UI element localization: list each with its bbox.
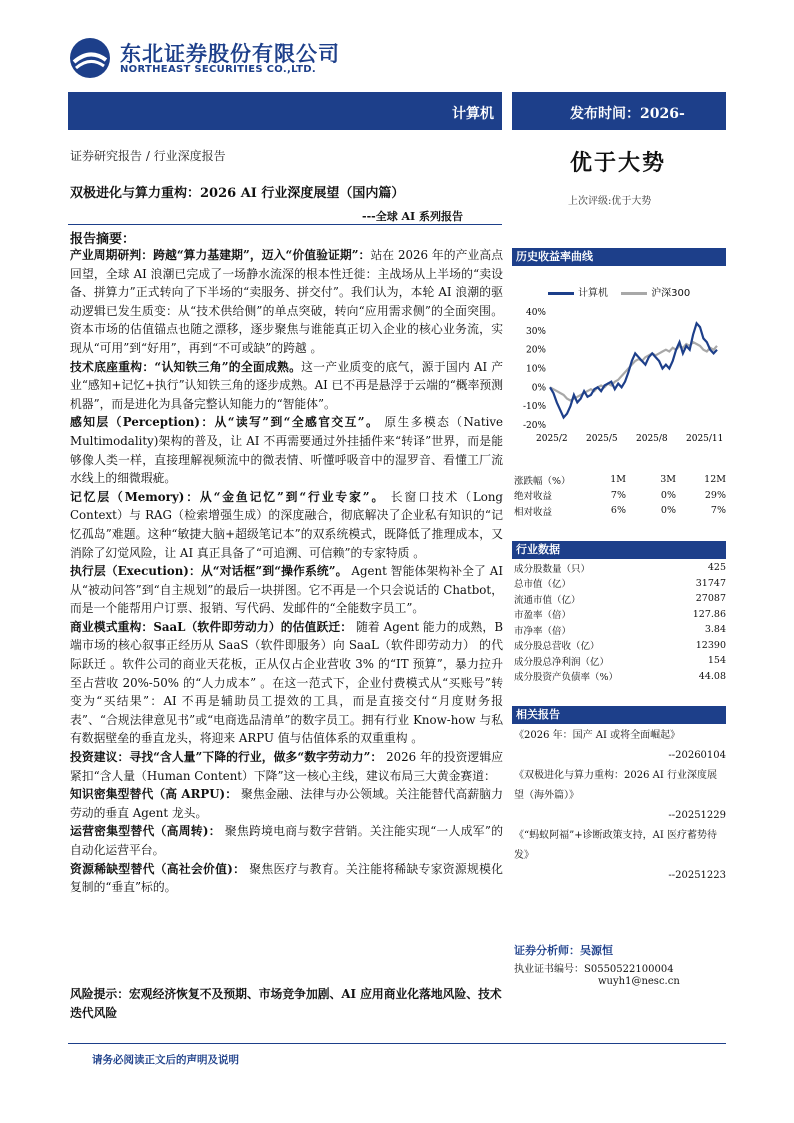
summary-paragraph	[70, 246, 503, 358]
report-title: 双极进化与算力重构：2026 AI 行业深度展望（国内篇）	[70, 186, 405, 201]
perf-cell: 绝对收益	[514, 491, 553, 503]
market-value: 3.84	[704, 624, 726, 636]
series-label: ---全球 AI 系列报告	[362, 210, 464, 223]
y-tick-label: 10%	[525, 364, 546, 375]
returns-chart	[512, 300, 726, 450]
related-report-title[interactable]: 《2026 年：国产 AI 或将全面崛起》	[514, 730, 681, 741]
summary-paragraph	[70, 358, 503, 414]
footer-disclaimer: 请务必阅读正文后的声明及说明	[92, 1054, 239, 1066]
company-name-cn: 东北证券股份有限公司	[120, 42, 340, 66]
publish-band	[512, 92, 726, 130]
y-tick-label: 30%	[525, 326, 546, 337]
paragraph-text: 2026 年的投资逻辑应紧扣“含人量（Human Content）下降”这一核心主线，建议布局三大黄金赛道：	[70, 750, 503, 783]
summary-paragraph	[70, 822, 503, 859]
related-reports	[514, 726, 726, 886]
y-tick-label: 20%	[525, 345, 546, 356]
summary-paragraph	[70, 860, 503, 897]
market-row	[514, 622, 726, 638]
x-tick-label: 2025/5	[586, 434, 618, 444]
market-label: 成分股总营收（亿）	[514, 641, 600, 653]
summary-body	[70, 246, 503, 981]
y-tick-label: 0%	[531, 383, 546, 394]
paragraph-text: 长窗口技术（Long Context）与 RAG（检索增强生成）的深度融合，彻底解决了企业私有知识的“记忆孤岛”难题。这种“敏捷大脑+超级笔记本”的双系统模式，既降低了推理成本，又消除了幻觉风险，让 AI 真正具备了“可追溯、可信赖”的专家特质 。	[70, 489, 503, 560]
x-tick-label: 2025/11	[686, 434, 724, 444]
title-divider	[68, 224, 502, 225]
legend-swatch-hs300	[621, 292, 647, 295]
footer-divider	[68, 1043, 726, 1044]
market-row	[514, 576, 726, 592]
chart-section-heading: 历史收益率曲线	[512, 248, 726, 266]
related-section-heading: 相关报告	[512, 706, 726, 724]
y-tick-label: 40%	[525, 308, 546, 318]
paragraph-heading: 资源稀缺型替代（高社会价值)：	[70, 861, 246, 876]
perf-header-row	[514, 472, 726, 488]
company-name-en: NORTHEAST SECURITIES CO.,LTD.	[120, 64, 316, 75]
y-tick-label: -10%	[522, 402, 546, 413]
perf-cell: 6%	[610, 505, 626, 517]
series-line-computer	[550, 323, 717, 417]
paragraph-heading: 商业模式重构：SaaL（软件即劳动力）的估值跃迁：	[70, 619, 353, 634]
summary-paragraph	[70, 785, 503, 822]
market-row	[514, 653, 726, 669]
paragraph-text: 原生多模态（Native Multimodality)架构的普及，让 AI 不再需要通过外挂插件来“转译”世界，而是能够像人类一样，直接理解视频流中的微表情、听懂呼吸音中的湿罗音、看懂工厂流水线上的细微瑕疵。	[70, 415, 503, 486]
legend-swatch-computer	[548, 292, 574, 295]
market-value: 31747	[695, 577, 726, 589]
risk-warning: 风险提示：宏观经济恢复不及预期、市场竞争加剧、AI 应用商业化落地风险、技术迭代风险	[70, 987, 502, 1020]
breadcrumb: 证券研究报告 / 行业深度报告	[70, 149, 226, 163]
perf-cell: 涨跌幅（%）	[514, 475, 571, 487]
market-row	[514, 607, 726, 623]
related-report-date: --20260104	[668, 750, 726, 761]
paragraph-text: 聚焦医疗与教育。关注能将稀缺专家资源规模化复制的“垂直”标的。	[70, 861, 503, 895]
sector-label: 计算机	[452, 106, 494, 122]
related-report-title[interactable]: 《双极进化与算力重构：2026 AI 行业深度展望（海外篇）》	[514, 770, 717, 801]
market-value: 27087	[695, 593, 726, 605]
market-row	[514, 591, 726, 607]
perf-cell: 0%	[660, 489, 676, 501]
paragraph-heading: 运营密集型替代（高周转)：	[70, 824, 221, 839]
analyst-name: 证券分析师：吴源恒	[514, 944, 613, 957]
summary-paragraph	[70, 488, 503, 562]
market-row	[514, 669, 726, 685]
x-tick-label: 2025/8	[636, 434, 668, 444]
market-value: 127.86	[692, 608, 726, 620]
company-logo	[70, 38, 110, 78]
perf-row	[514, 488, 726, 504]
market-table	[514, 560, 726, 684]
paragraph-text: 随着 Agent 能力的成熟，B 端市场的核心叙事正经历从 SaaS（软件即服务）向 SaaL（软件即劳动力） 的代际跃迁 。软件公司的商业天花板，正从仅占企业营收 3% 的“IT 预算”，暴力拉升至占营收 20%-50% 的“人力成本” 。在这一范式下，企业付费模式从“买账号”转变为“买结果”：AI 不再是辅助员工提效的工具，而是直接交付“月度财务报表”、“合规法律意见书”或“电商选品清单”的数字员工。拥有行业 Know-how 与私有数据壁垒的垂直龙头，将迎来 ARPU 值与估值体系的双重重构 。	[70, 619, 503, 746]
market-label: 成分股总净利润（亿）	[514, 656, 610, 668]
paragraph-text: 这一产业质变的底气，源于国内 AI 产业“感知+记忆+执行”认知铁三角的逐步成熟。AI 已不再是悬浮于云端的“概率预测机器”，而是进化为具备完整认知能力的“智能体”。	[70, 359, 503, 411]
perf-cell: 7%	[710, 505, 726, 517]
perf-cell: 0%	[660, 505, 676, 517]
market-value: 154	[707, 655, 726, 667]
paragraph-heading: 感知层（Perception)：从“读写”到“全感官交互”。	[70, 415, 380, 430]
paragraph-heading: 知识密集型替代（高 ARPU)：	[70, 787, 238, 802]
market-label: 流通市值（亿）	[514, 594, 581, 606]
perf-cell: 3M	[660, 474, 676, 486]
chart-legend	[548, 284, 690, 299]
legend-label-hs300: 沪深300	[651, 288, 691, 299]
y-tick-label: -20%	[522, 421, 546, 431]
paragraph-heading: 技术底座重构：“认知铁三角”的全面成熟。	[70, 359, 302, 374]
perf-row	[514, 503, 726, 519]
summary-heading: 报告摘要：	[70, 232, 136, 247]
market-value: 44.08	[698, 670, 726, 682]
market-row	[514, 638, 726, 654]
summary-paragraph	[70, 748, 503, 785]
x-tick-label: 2025/2	[536, 434, 568, 444]
paragraph-heading: 投资建议：寻找“含人量”下降的行业，做多“数字劳动力”：	[70, 750, 383, 765]
perf-cell: 1M	[610, 474, 626, 486]
analyst-email: wuyh1@nesc.cn	[598, 976, 680, 987]
series-line-hs300	[550, 342, 717, 400]
related-report-date: --20251223	[668, 870, 726, 881]
sector-band	[68, 92, 502, 130]
perf-cell: 12M	[704, 474, 726, 486]
paragraph-heading: 记忆层（Memory)：从“金鱼记忆”到“行业专家”。	[70, 489, 386, 504]
market-row	[514, 560, 726, 576]
market-label: 市盈率（倍）	[514, 610, 572, 622]
market-value: 12390	[695, 639, 726, 651]
market-section-heading: 行业数据	[512, 541, 726, 559]
last-rating: 上次评级:优于大势	[568, 196, 652, 207]
performance-table	[514, 472, 726, 519]
market-value: 425	[707, 562, 726, 574]
market-label: 市净率（倍）	[514, 625, 572, 637]
market-label: 总市值（亿）	[514, 579, 572, 591]
publish-label: 发布时间：2026-	[570, 106, 685, 122]
paragraph-text: 聚焦金融、法律与办公领域。关注能替代高薪脑力劳动的垂直 Agent 龙头。	[70, 787, 503, 820]
perf-cell: 相对收益	[514, 506, 553, 518]
paragraph-text: Agent 智能体架构补全了 AI 从“被动问答”到“自主规划”的最后一块拼图。它不再是一个只会说话的 Chatbot，而是一个能帮用户订票、报销、写代码、发邮件的“全能数字员工”。	[70, 564, 503, 616]
legend-label-computer: 计算机	[578, 288, 608, 299]
summary-paragraph	[70, 618, 503, 748]
rating: 优于大势	[570, 150, 667, 176]
related-report-date: --20251229	[668, 810, 726, 821]
paragraph-heading: 产业周期研判：跨越“算力基建期”，迈入“价值验证期”：	[70, 248, 371, 262]
perf-cell: 29%	[704, 489, 726, 501]
related-report-title[interactable]: 《“蚂蚁阿福”+诊断政策支持，AI 医疗蓄势待发》	[514, 830, 717, 861]
market-label: 成分股资产负债率（%）	[514, 672, 619, 684]
paragraph-text: 聚焦跨境电商与数字营销。关注能实现“一人成军”的自动化运营平台。	[70, 824, 503, 857]
market-label: 成分股数量（只）	[514, 563, 591, 575]
summary-paragraph	[70, 413, 503, 487]
analyst-cert: 执业证书编号：S0550522100004	[514, 964, 674, 975]
paragraph-text: 站在 2026 年的产业高点回望，全球 AI 浪潮已完成了一场静水流深的根本性迁徙：主战场从上半场的“卖设备、拼算力”正式转向了下半场的“卖服务、拼交付”。我们认为，本轮 AI 浪潮的驱动逻辑已发生质变：从“技术供给侧”的单点突破，转向“应用需求侧”的全面突围。 资本市场的估值锚点也随之漂移，逐步聚焦与谁能真正切入企业的核心业务流，实现从“可用”到“好用”，再到“不可或缺”的跨越 。	[70, 248, 503, 355]
paragraph-heading: 执行层（Execution)：从“对话框”到“操作系统”。	[70, 564, 348, 579]
summary-paragraph	[70, 562, 503, 618]
perf-cell: 7%	[610, 489, 626, 501]
